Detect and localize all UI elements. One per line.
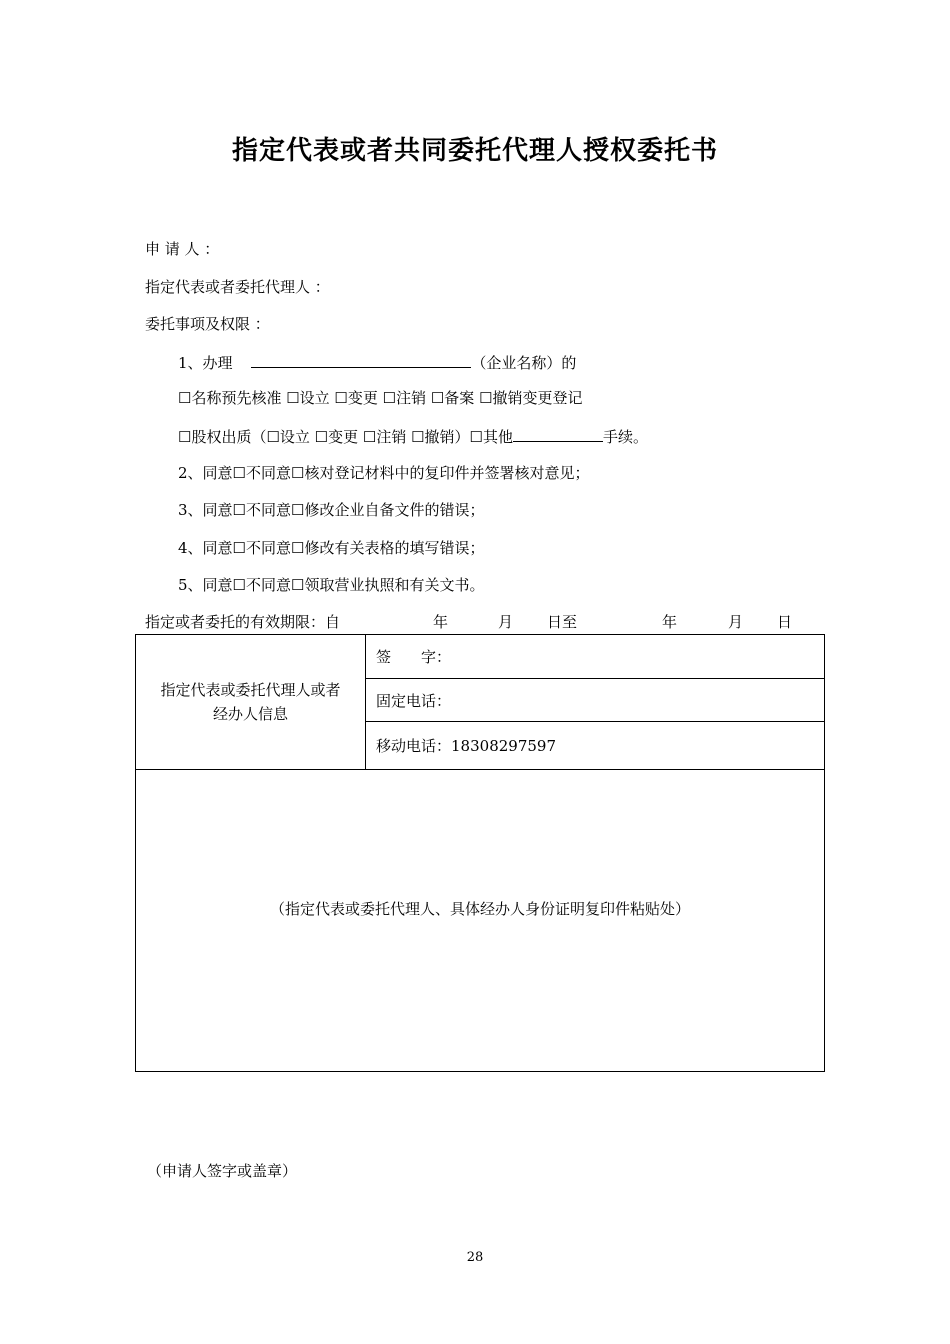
paste-note: （指定代表或委托代理人、具体经办人身份证明复印件粘贴处） [269, 900, 690, 918]
info-table [135, 634, 825, 1072]
landline-label: 固定电话： [376, 691, 452, 710]
mobile-label: 移动电话： [376, 737, 452, 755]
applicant-label: 申 请 人 ： [145, 240, 220, 258]
item-1-prefix: 1、办理 [178, 354, 233, 372]
item-4[interactable]: 4、同意☐不同意☐修改有关表格的填写错误； [178, 539, 485, 557]
item-1 [178, 351, 576, 373]
signature-label: 签 字： [376, 648, 452, 666]
validity-day-to: 日至 [547, 613, 578, 631]
item-5[interactable]: 5、同意☐不同意☐领取营业执照和有关文书。 [178, 576, 485, 594]
id-copy-paste-area [136, 770, 825, 1072]
agent-label: 指定代表或者委托代理人 ： [145, 278, 330, 296]
validity-day-2: 日 [777, 613, 793, 631]
landline-cell[interactable] [366, 679, 825, 722]
page-number: 28 [466, 1250, 484, 1265]
validity-month-1: 月 [498, 613, 514, 631]
other-blank[interactable] [513, 425, 603, 442]
item-1-suffix: （企业名称）的 [471, 354, 577, 372]
mobile-cell[interactable] [366, 722, 825, 770]
item-2[interactable]: 2、同意☐不同意☐核对登记材料中的复印件并签署核对意见； [178, 464, 590, 482]
matters-label: 委托事项及权限 ： [145, 315, 270, 333]
validity-label: 指定或者委托的有效期限：自 [145, 613, 341, 631]
company-name-blank[interactable] [251, 351, 471, 368]
info-label-cell [136, 635, 366, 770]
options-line-2[interactable] [178, 425, 648, 447]
options-line-1[interactable]: ☐名称预先核准 ☐设立 ☐变更 ☐注销 ☐备案 ☐撤销变更登记 [178, 389, 583, 407]
options-line-2-suffix: 手续。 [603, 428, 649, 446]
info-label-line-2: 经办人信息 [212, 705, 288, 723]
signature-cell[interactable] [366, 635, 825, 679]
info-label-line-1: 指定代表或委托代理人或者 [160, 681, 341, 699]
options-line-2-text[interactable]: ☐股权出质（☐设立 ☐变更 ☐注销 ☐撤销）☐其他 [178, 428, 513, 446]
validity-year-1: 年 [433, 613, 449, 631]
mobile-value: 18308297597 [451, 737, 556, 755]
sign-note: （申请人签字或盖章） [147, 1162, 298, 1180]
validity-month-2: 月 [728, 613, 744, 631]
validity-year-2: 年 [662, 613, 678, 631]
item-3[interactable]: 3、同意☐不同意☐修改企业自备文件的错误； [178, 501, 485, 519]
page-title: 指定代表或者共同委托代理人授权委托书 [231, 136, 718, 166]
